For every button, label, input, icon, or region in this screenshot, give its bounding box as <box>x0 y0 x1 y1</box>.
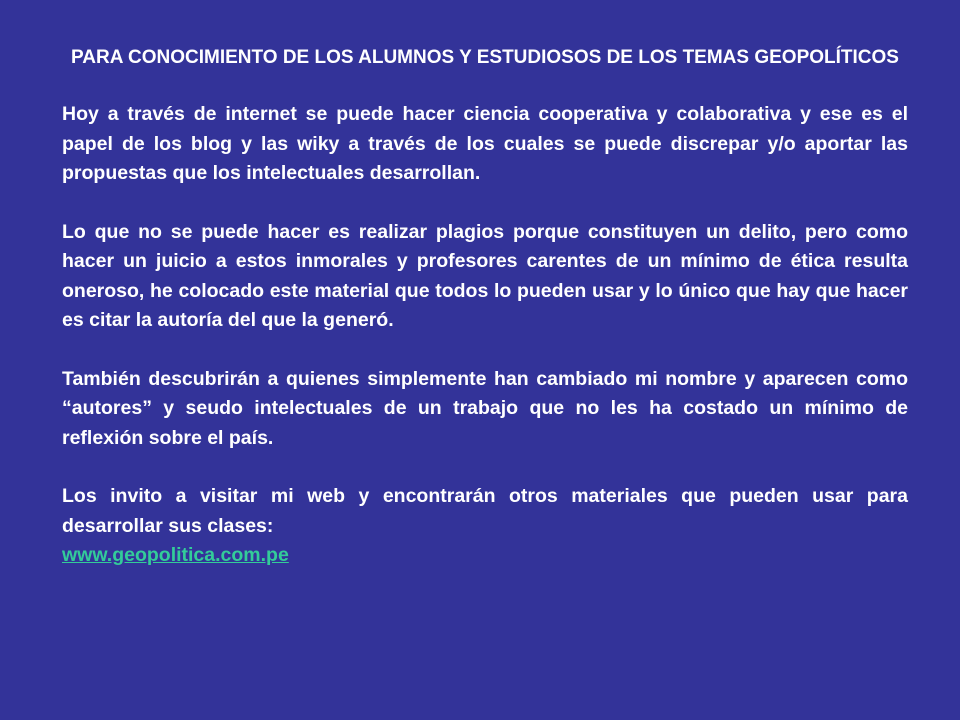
slide-title: PARA CONOCIMIENTO DE LOS ALUMNOS Y ESTUDIOSOS DE LOS TEMAS GEOPOLÍTICOS <box>71 47 899 68</box>
website-link[interactable]: www.geopolitica.com.pe <box>62 544 289 566</box>
paragraph-4: Los invito a visitar mi web y encontrarán otros materiales que pueden usar para desarrollar sus clases: <box>62 485 908 537</box>
paragraph-2: Lo que no se puede hacer es realizar plagios porque constituyen un delito, pero como hacer un juicio a estos inmorales y profesores carentes de un mínimo de ética resulta oneroso, he colocado este material que todos lo pueden usar y lo único que hay que hacer es citar la autoría del que la generó. <box>62 220 908 331</box>
paragraph-3: También descubrirán a quienes simplemente han cambiado mi nombre y aparecen como “autores” y seudo intelectuales de un trabajo que no les ha costado un mínimo de reflexión sobre el país. <box>62 367 908 449</box>
paragraph-1: Hoy a través de internet se puede hacer ciencia cooperativa y colaborativa y ese es el papel de los blog y las wiky a través de los cuales se puede discrepar y/o aportar las propuestas que los intelectuales desarrollan. <box>62 103 908 184</box>
